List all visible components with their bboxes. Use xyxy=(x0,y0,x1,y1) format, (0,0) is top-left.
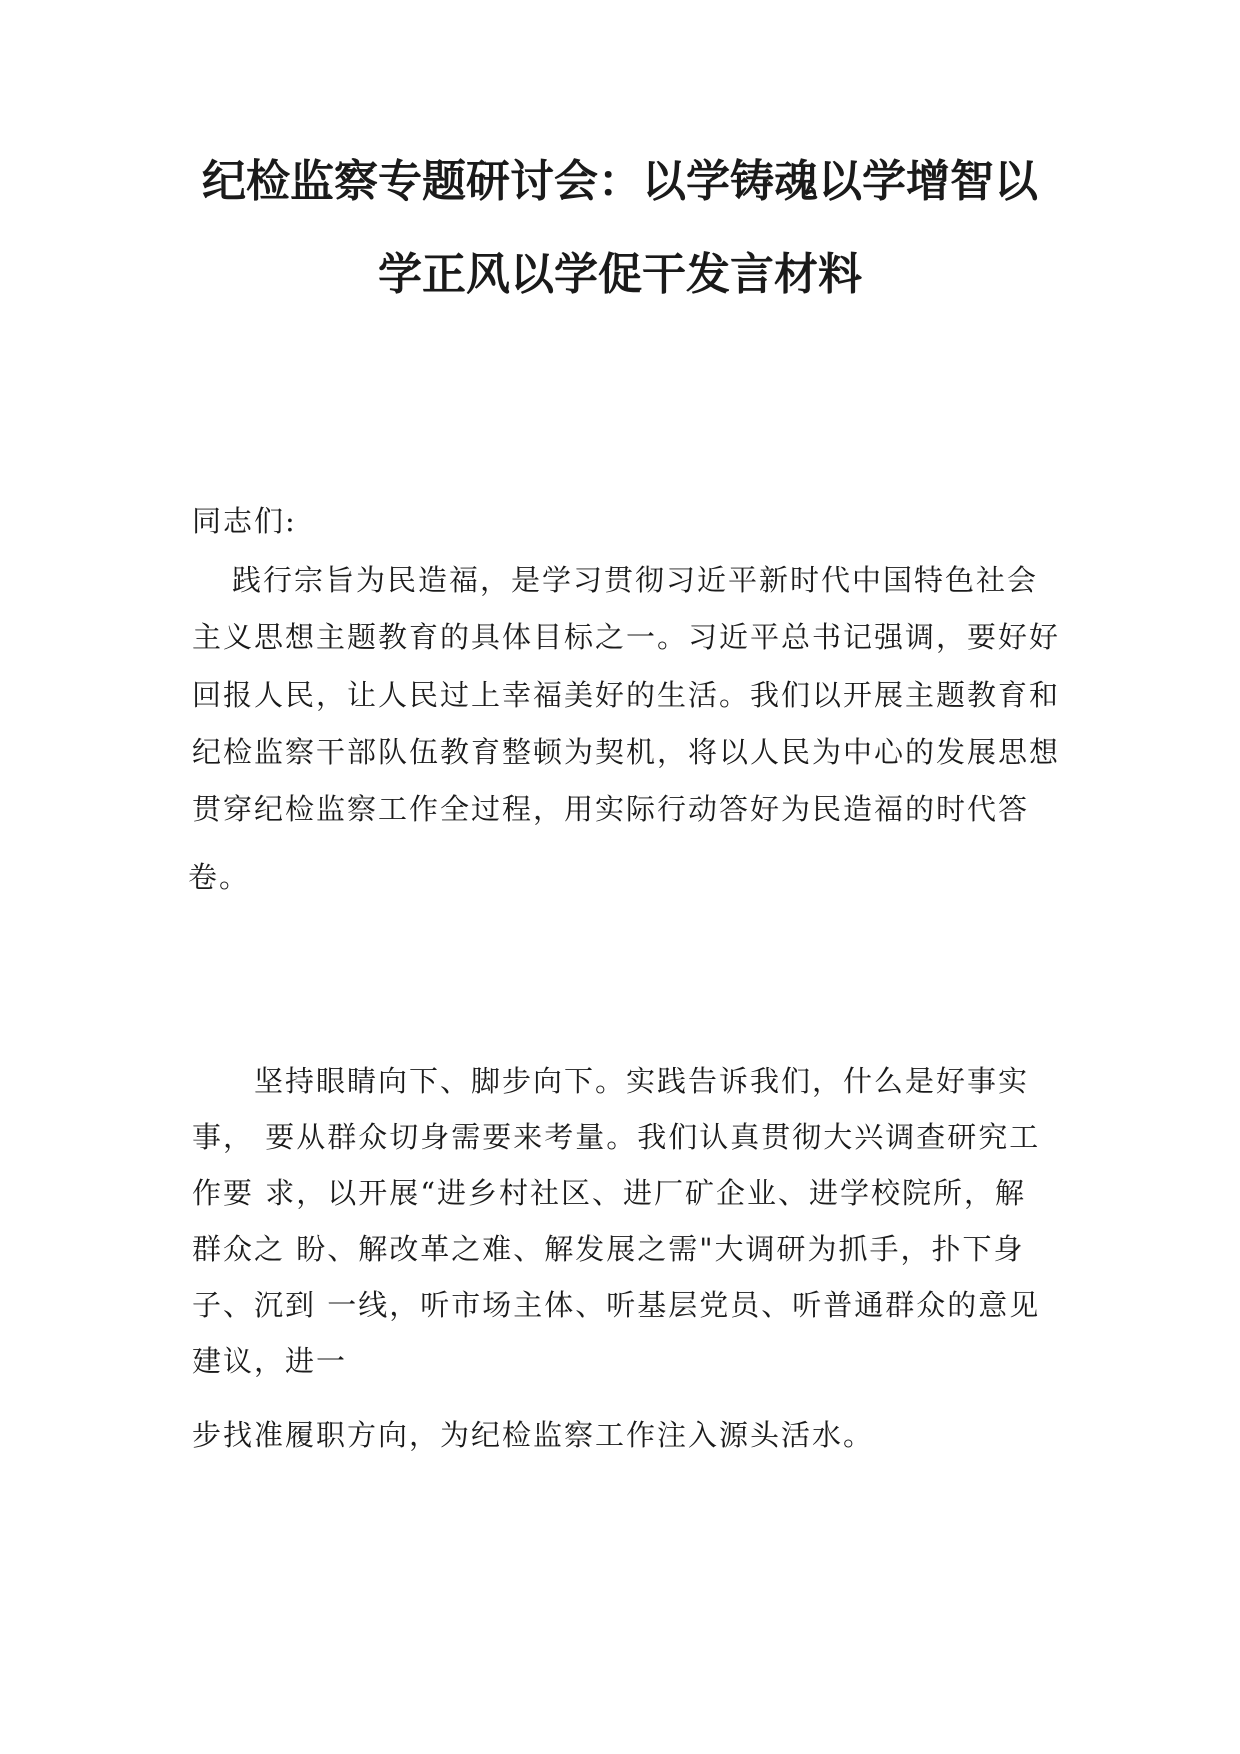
paragraph-2-line-3: 作要 求，以开展“进乡村社区、进厂矿企业、进学校院所，解 xyxy=(192,1176,1027,1210)
paragraph-1-line-3: 回报人民，让人民过上幸福美好的生活。我们以开展主题教育和 xyxy=(192,678,1061,712)
document-title-line-1: 纪检监察专题研讨会：以学铸魂以学增智以 xyxy=(202,156,1038,207)
paragraph-2-line-1: 坚持眼睛向下、脚步向下。实践告诉我们，什么是好事实 xyxy=(254,1064,1030,1098)
paragraph-1-line-2: 主义思想主题教育的具体目标之一。习近平总书记强调，要好好 xyxy=(192,620,1061,654)
paragraph-2-line-5: 子、沉到 一线，听市场主体、听基层党员、听普通群众的意见 xyxy=(192,1288,1041,1322)
paragraph-1-line-4: 纪检监察干部队伍教育整顿为契机，将以人民为中心的发展思想 xyxy=(192,735,1061,769)
greeting: 同志们: xyxy=(192,504,297,538)
paragraph-2-line-7: 步找准履职方向，为纪检监察工作注入源头活水。 xyxy=(192,1418,875,1452)
paragraph-2-line-2: 事， 要从群众切身需要来考量。我们认真贯彻大兴调查研究工 xyxy=(192,1120,1041,1154)
paragraph-2-line-6: 建议，进一 xyxy=(192,1344,348,1378)
paragraph-2-line-4: 群众之 盼、解改革之难、解发展之需"大调研为抓手，扑下身 xyxy=(192,1232,1025,1266)
paragraph-1-line-1: 践行宗旨为民造福，是学习贯彻习近平新时代中国特色社会 xyxy=(232,563,1039,597)
paragraph-1-line-5: 贯穿纪检监察工作全过程，用实际行动答好为民造福的时代答 xyxy=(192,792,1030,826)
paragraph-1-line-6: 卷。 xyxy=(188,860,251,894)
document-title-line-2: 学正风以学促干发言材料 xyxy=(378,249,862,300)
